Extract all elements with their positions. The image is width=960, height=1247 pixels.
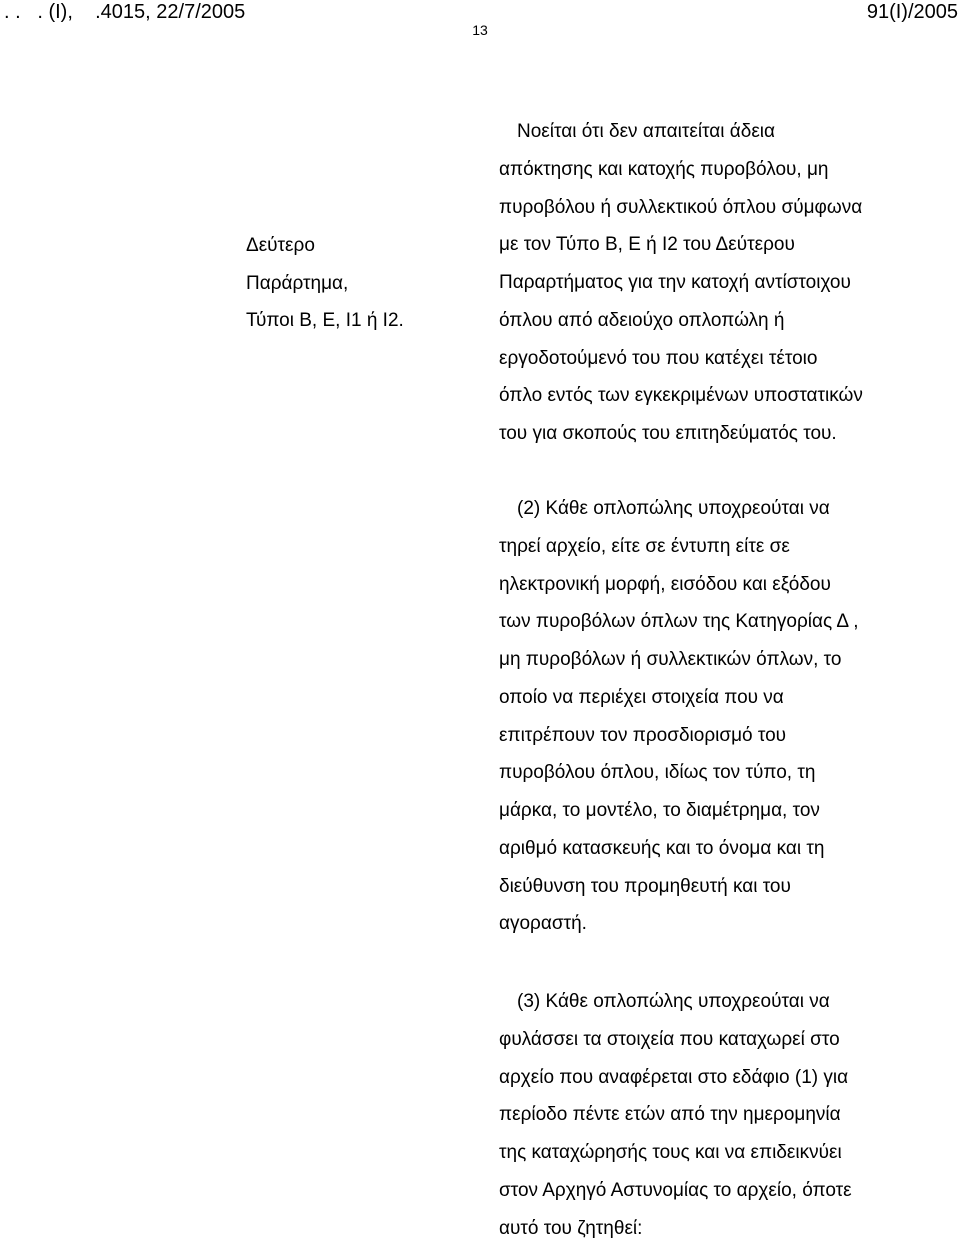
paragraph-line: διεύθυνση του προμηθευτή και του bbox=[499, 868, 939, 906]
paragraph-line: φυλάσσει τα στοιχεία που καταχωρεί στο bbox=[499, 1021, 939, 1059]
paragraph-line: Νοείται ότι δεν απαιτείται άδεια bbox=[499, 113, 939, 151]
paragraph-line: τηρεί αρχείο, είτε σε έντυπη είτε σε bbox=[499, 528, 939, 566]
paragraph-line: αγοραστή. bbox=[499, 905, 939, 943]
paragraph-line: αρχείο που αναφέρεται στο εδάφιο (1) για bbox=[499, 1059, 939, 1097]
paragraph-line: στον Αρχηγό Αστυνομίας το αρχείο, όποτε bbox=[499, 1172, 939, 1210]
paragraph-line: (2) Κάθε οπλοπώλης υποχρεούται να bbox=[499, 490, 939, 528]
proviso-paragraph bbox=[499, 113, 939, 453]
paragraph-line: με τον Τύπο Β, Ε ή Ι2 του Δεύτερου bbox=[499, 226, 939, 264]
paragraph-line: όπλο εντός των εγκεκριμένων υποστατικών bbox=[499, 377, 939, 415]
paragraph-line: όπλου από αδειούχο οπλοπώλη ή bbox=[499, 302, 939, 340]
paragraph-line: πυροβόλου όπλου, ιδίως τον τύπο, τη bbox=[499, 754, 939, 792]
paragraph-line: (3) Κάθε οπλοπώλης υποχρεούται να bbox=[499, 983, 939, 1021]
paragraph-line: του για σκοπούς του επιτηδεύματός του. bbox=[499, 415, 939, 453]
margin-note-line: Τύποι Β, Ε, Ι1 ή Ι2. bbox=[246, 302, 404, 340]
margin-note-line: Παράρτημα, bbox=[246, 265, 404, 303]
subsection-3-paragraph bbox=[499, 983, 939, 1247]
paragraph-line: οποίο να περιέχει στοιχεία που να bbox=[499, 679, 939, 717]
paragraph-line: αυτό του ζητηθεί: bbox=[499, 1210, 939, 1247]
paragraph-line: μάρκα, το μοντέλο, το διαμέτρημα, τον bbox=[499, 792, 939, 830]
paragraph-line: επιτρέπουν τον προσδιορισμό του bbox=[499, 717, 939, 755]
margin-note-line: Δεύτερο bbox=[246, 227, 404, 265]
paragraph-line: ηλεκτρονική μορφή, εισόδου και εξόδου bbox=[499, 566, 939, 604]
page-number: 13 bbox=[0, 21, 960, 39]
paragraph-line: Παραρτήματος για την κατοχή αντίστοιχου bbox=[499, 264, 939, 302]
paragraph-line: των πυροβόλων όπλων της Κατηγορίας Δ , bbox=[499, 603, 939, 641]
subsection-2-paragraph bbox=[499, 490, 939, 943]
paragraph-line: αριθμό κατασκευής και το όνομα και τη bbox=[499, 830, 939, 868]
margin-note bbox=[246, 227, 404, 340]
paragraph-line: απόκτησης και κατοχής πυροβόλου, μη bbox=[499, 151, 939, 189]
paragraph-line: περίοδο πέντε ετών από την ημερομηνία bbox=[499, 1096, 939, 1134]
paragraph-line: της καταχώρησής τους και να επιδεικνύει bbox=[499, 1134, 939, 1172]
header-left-text: . . . (I), .4015, 22/7/2005 bbox=[4, 0, 245, 24]
paragraph-line: εργοδοτούμενό του που κατέχει τέτοιο bbox=[499, 340, 939, 378]
header-law-number: 91(I)/2005 bbox=[867, 0, 958, 24]
paragraph-line: μη πυροβόλων ή συλλεκτικών όπλων, το bbox=[499, 641, 939, 679]
paragraph-line: πυροβόλου ή συλλεκτικού όπλου σύμφωνα bbox=[499, 189, 939, 227]
